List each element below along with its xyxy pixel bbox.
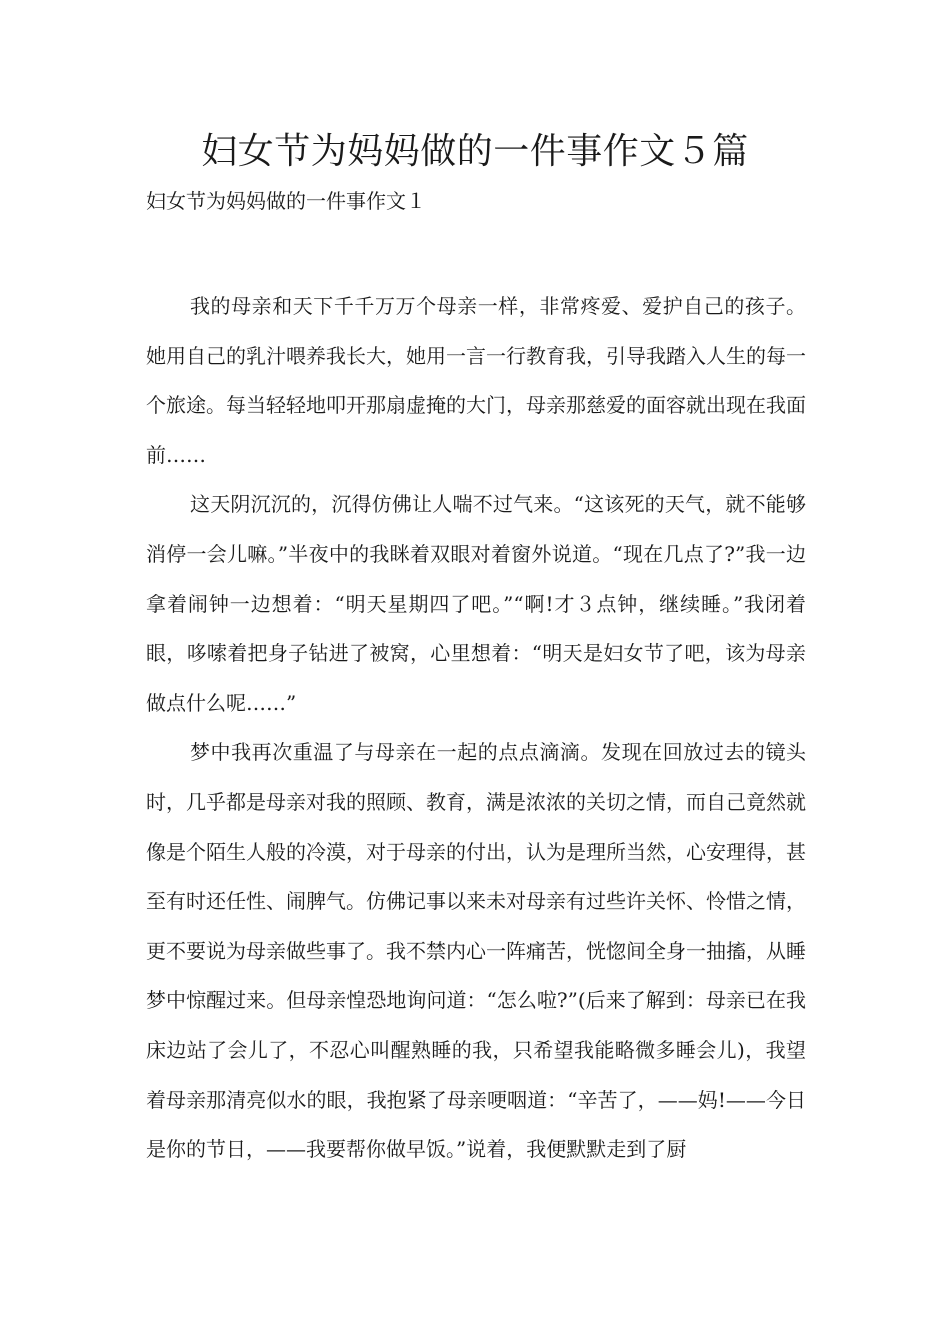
paragraph: 我的母亲和天下千千万万个母亲一样，非常疼爱、爱护自己的孩子。她用自己的乳汁喂养我长大，她用一言一行教育我，引导我踏入人生的每一个旅途。每当轻轻地叩开那扇虚掩的大门，母亲那慈爱的面容就出现在我面前…… [146, 294, 806, 467]
paragraph: 梦中我再次重温了与母亲在一起的点点滴滴。发现在回放过去的镜头时，几乎都是母亲对我的照顾、教育，满是浓浓的关切之情，而自己竟然就像是个陌生人般的冷漠，对于母亲的付出，认为是理所当然，心安理得，甚至有时还任性、闹脾气。仿佛记事以来未对母亲有过些许关怀、怜惜之情，更不要说为母亲做些事了。我不禁内心一阵痛苦，恍惚间全身一抽搐，从睡梦中惊醒过来。但母亲惶恐地询问道：“怎么啦?”(后来了解到：母亲已在我床边站了会儿了，不忍心叫醒熟睡的我，只希望我能略微多睡会儿)，我望着母亲那清亮似水的眼，我抱紧了母亲哽咽道：“辛苦了，——妈!——今日是你的节日，——我要帮你做早饭。”说着，我便默默走到了厨 [146, 740, 806, 1162]
paragraph: 这天阴沉沉的，沉得仿佛让人喘不过气来。“这该死的天气，就不能够消停一会儿嘛。”半夜中的我眯着双眼对着窗外说道。“现在几点了?”我一边拿着闹钟一边想着：“明天星期四了吧。”“啊!才３点钟，继续睡。”我闭着眼，哆嗦着把身子钻进了被窝，心里想着：“明天是妇女节了吧，该为母亲做点什么呢……” [146, 492, 806, 715]
document-title: 妇女节为妈妈做的一件事作文５篇 [201, 131, 749, 172]
document-subtitle: 妇女节为妈妈做的一件事作文１ [146, 189, 426, 213]
document-body [146, 282, 806, 1175]
